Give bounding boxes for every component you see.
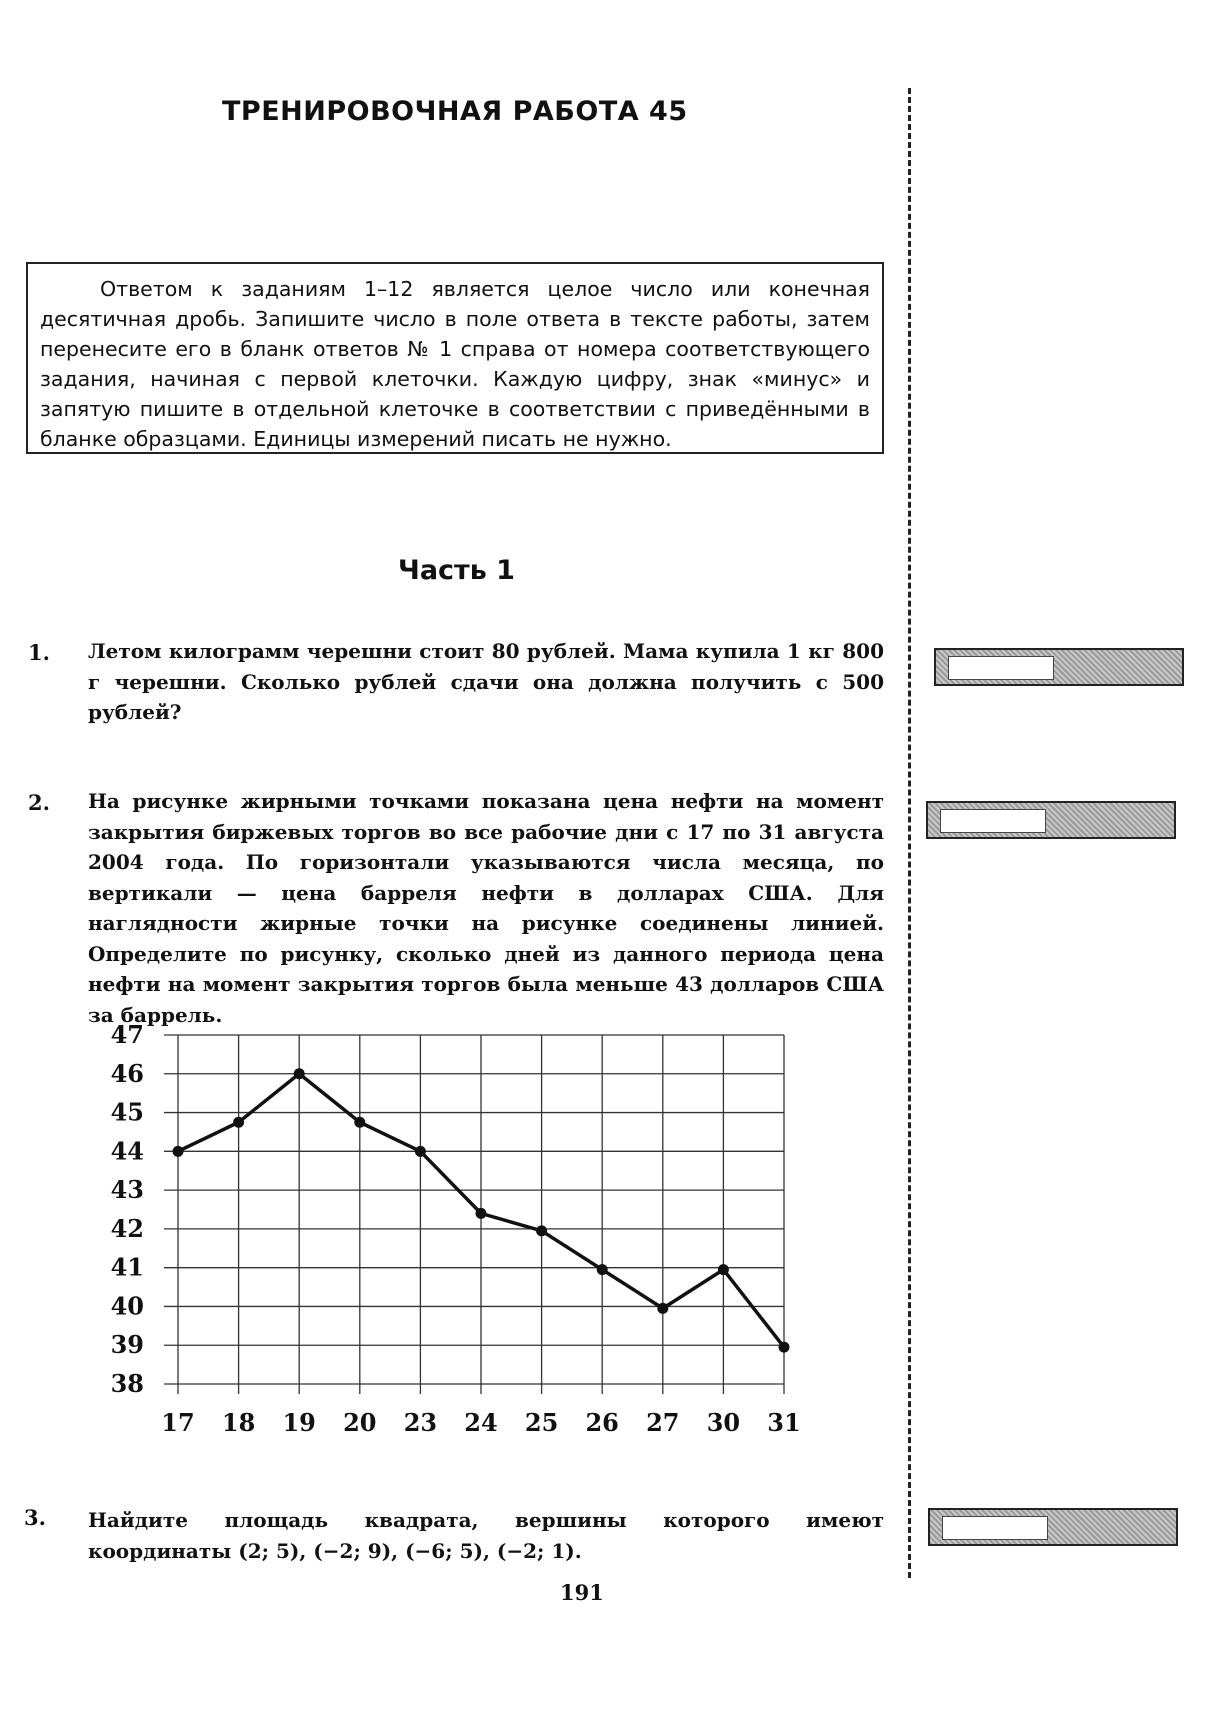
data-point — [415, 1146, 426, 1157]
y-tick-label: 40 — [110, 1291, 144, 1321]
answer-cell[interactable] — [942, 1516, 1048, 1540]
x-tick-label: 20 — [343, 1408, 377, 1437]
answer-cell[interactable] — [948, 656, 1054, 680]
x-tick-label: 23 — [403, 1408, 438, 1437]
task-3-text: Найдите площадь квадрата, вершины которого имеют координаты (2; 5), (−2; 9), (−6; 5), (−2; 1). — [88, 1508, 884, 1563]
x-tick-label: 19 — [282, 1408, 316, 1437]
x-tick-label: 26 — [585, 1408, 619, 1437]
data-point — [657, 1303, 668, 1314]
data-point — [779, 1342, 790, 1353]
task-1-number: 1. — [28, 640, 50, 665]
oil-price-chart — [100, 1015, 820, 1455]
data-point — [536, 1225, 547, 1236]
y-tick-label: 39 — [110, 1330, 144, 1360]
y-tick-label: 44 — [110, 1136, 144, 1166]
x-tick-label: 27 — [646, 1408, 680, 1437]
y-tick-label: 43 — [110, 1175, 144, 1205]
data-point — [173, 1146, 184, 1157]
cut-line — [908, 88, 911, 1578]
y-tick-label: 47 — [110, 1020, 144, 1049]
page-number: 191 — [560, 1580, 604, 1605]
task-2-text: На рисунке жирными точками показана цена нефти на момент закрытия биржевых торгов во все рабочие дни с 17 по 31 августа 2004 года. По горизонтали указываются числа месяца, по вертикали — цена барреля нефти в долларах США. Для наглядности жирные точки на рисунке соединены линией. Определите по рисунку, сколько дней из данного периода цена нефти на момент закрытия торгов была меньше 43 долларов США за баррель. — [88, 789, 884, 1027]
data-point — [354, 1117, 365, 1128]
x-tick-label: 24 — [464, 1408, 498, 1437]
y-tick-label: 45 — [110, 1097, 144, 1127]
task-1-answer-box[interactable] — [934, 648, 1184, 686]
answer-cell[interactable] — [940, 809, 1046, 833]
x-tick-label: 18 — [221, 1408, 256, 1437]
data-point — [476, 1208, 487, 1219]
page-title: ТРЕНИРОВОЧНАЯ РАБОТА 45 — [222, 96, 688, 127]
data-point — [597, 1264, 608, 1275]
task-1-text: Летом килограмм черешни стоит 80 рублей. Мама купила 1 кг 800 г черешни. Сколько рублей сдачи она должна получить с 500 рублей? — [88, 639, 884, 724]
data-point — [233, 1117, 244, 1128]
task-2-number: 2. — [28, 790, 50, 815]
x-tick-label: 25 — [524, 1408, 559, 1437]
task-3-answer-box[interactable] — [928, 1508, 1178, 1546]
y-tick-label: 42 — [110, 1213, 144, 1243]
instructions-box: Ответом к заданиям 1–12 является целое число или конечная десятичная дробь. Запишите число в поле ответа в тексте работы, затем перенесите его в бланк ответов № 1 справа от номера соответствующего задания, начиная с первой клеточки. Каждую цифру, знак «минус» и запятую пишите в отдельной клеточке в соответствии с приведёнными в бланке образцами. Единицы измерений писать не нужно. — [26, 262, 884, 454]
x-tick-label: 17 — [161, 1408, 195, 1437]
y-tick-label: 38 — [110, 1369, 144, 1398]
y-tick-label: 41 — [110, 1252, 144, 1282]
x-tick-label: 30 — [706, 1408, 741, 1437]
y-tick-label: 46 — [110, 1058, 144, 1088]
x-tick-label: 31 — [767, 1408, 801, 1437]
data-point — [294, 1068, 305, 1079]
task-3-number: 3. — [24, 1505, 46, 1530]
task-2-answer-box[interactable] — [926, 801, 1176, 839]
part-title: Часть 1 — [398, 555, 515, 586]
data-point — [718, 1264, 729, 1275]
